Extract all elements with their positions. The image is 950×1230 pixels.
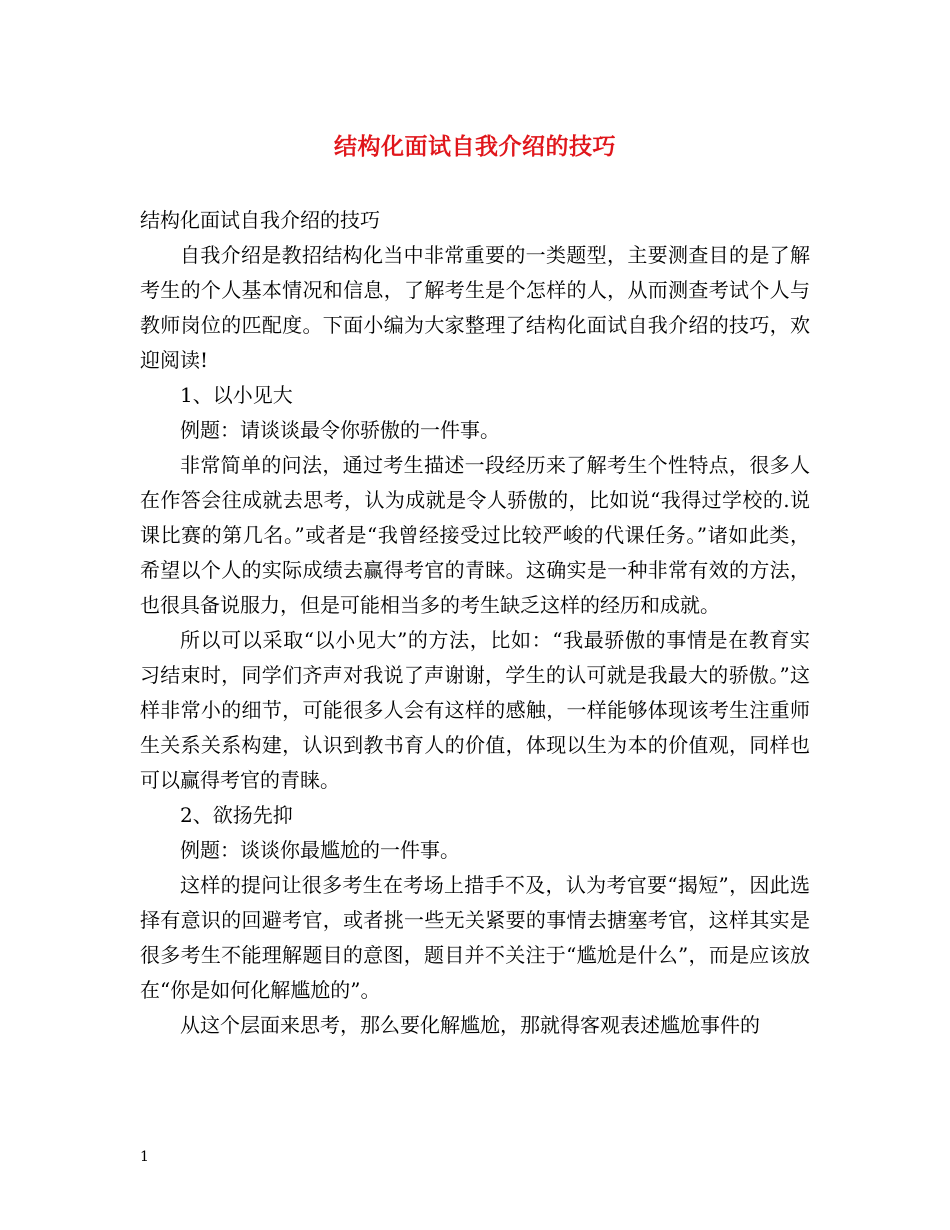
section-heading-2: 2、欲扬先抑 bbox=[180, 803, 293, 827]
subtitle-paragraph: 结构化面试自我介绍的技巧 bbox=[140, 208, 380, 232]
body-paragraph: 非常简单的问法，通过考生描述一段经历来了解考生个性特点，很多人在作答会往成就去思考，认为成就是令人骄傲的，比如说“我得过学校的.说课比赛的第几名。”或者是“我曾经接受过比较严峻的代课任务。”诸如此类，希望以个人的实际成绩去赢得考官的青睐。这确实是一种非常有效的方法，也很具备说服力，但是可能相当多的考生缺乏这样的经历和成就。 bbox=[140, 453, 810, 617]
body-paragraph: 从这个层面来思考，那么要化解尴尬，那就得客观表述尴尬事件的 bbox=[180, 1013, 760, 1037]
body-paragraph: 这样的提问让很多考生在考场上措手不及，认为考官要“揭短”，因此选择有意识的回避考官，或者挑一些无关紧要的事情去搪塞考官，这样其实是很多考生不能理解题目的意图，题目并不关注于“尴尬是什么”，而是应该放在“你是如何化解尴尬的”。 bbox=[140, 873, 810, 1002]
document-title: 结构化面试自我介绍的技巧 bbox=[334, 133, 616, 160]
section-heading-1: 1、以小见大 bbox=[180, 383, 293, 407]
example-question-2: 例题：谈谈你最尴尬的一件事。 bbox=[180, 838, 460, 862]
document-body bbox=[140, 203, 810, 1043]
intro-paragraph: 自我介绍是教招结构化当中非常重要的一类题型，主要测查目的是了解考生的个人基本情况和信息，了解考生是个怎样的人，从而测查考试个人与教师岗位的匹配度。下面小编为大家整理了结构化面试自我介绍的技巧，欢迎阅读! bbox=[140, 243, 810, 372]
page-number: 1 bbox=[140, 1149, 149, 1165]
example-question-1: 例题：请谈谈最令你骄傲的一件事。 bbox=[180, 418, 500, 442]
body-paragraph: 所以可以采取“以小见大”的方法，比如：“我最骄傲的事情是在教育实习结束时，同学们齐声对我说了声谢谢，学生的认可就是我最大的骄傲。”这样非常小的细节，可能很多人会有这样的感触，一样能够体现该考生注重师生关系关系构建，认识到教书育人的价值，体现以生为本的价值观，同样也可以赢得考官的青睐。 bbox=[140, 628, 810, 792]
